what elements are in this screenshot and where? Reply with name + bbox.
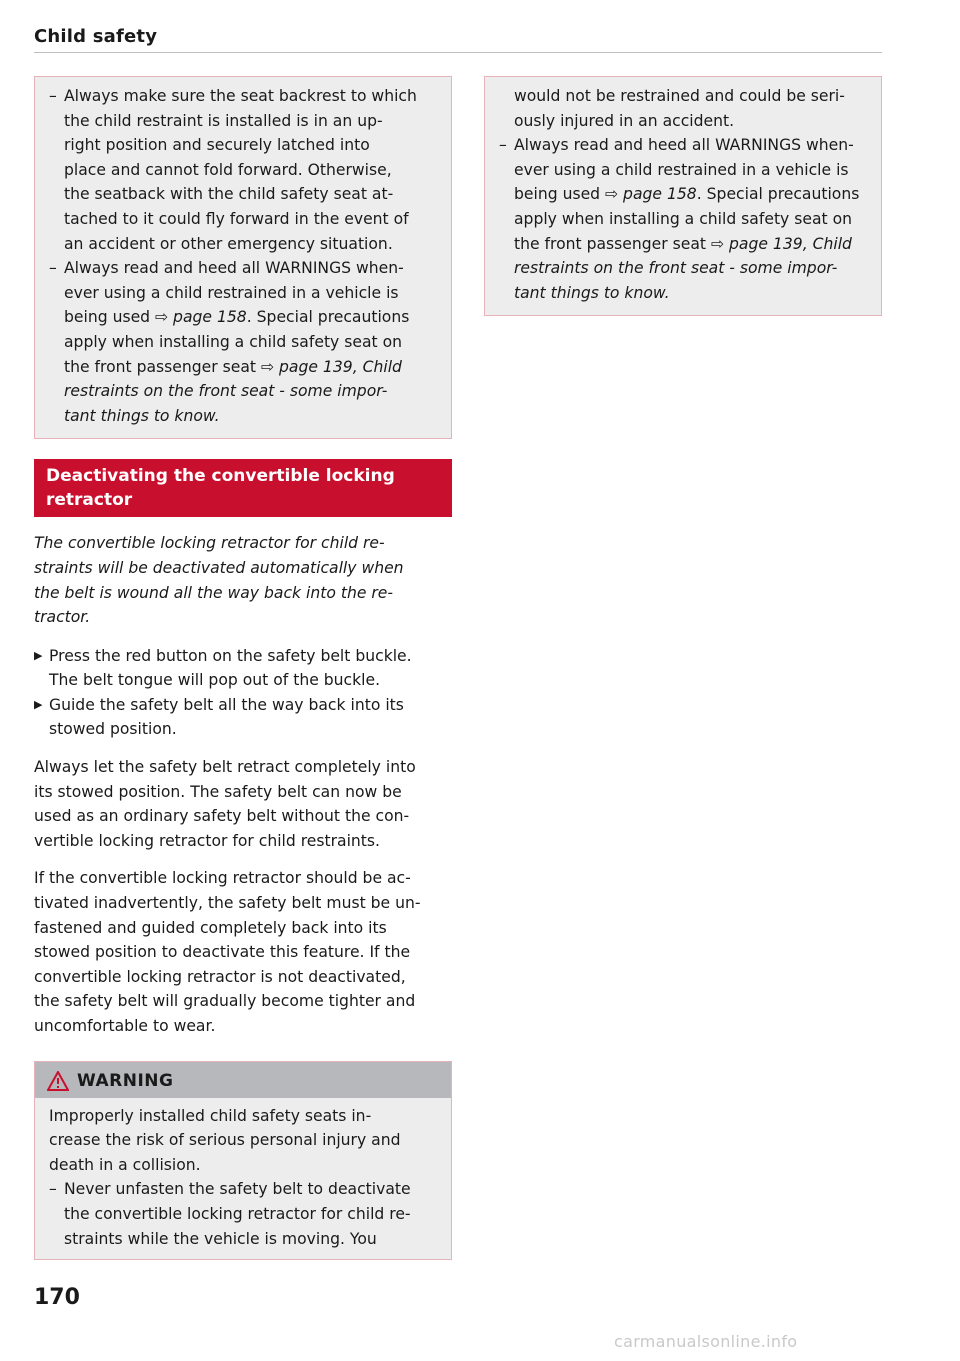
- page-reference-link[interactable]: ⇨ page 139, Child: [261, 357, 402, 376]
- page-reference-link[interactable]: ⇨ page 158: [605, 185, 697, 204]
- page-section-title: Child safety: [34, 26, 158, 47]
- list-item: – Always read and heed all WARNINGS when- ever using a child restrained in a vehicle is being used ⇨ page 158. Special precautions apply when installing a child safety seat on the front passenger seat ⇨ page 139, Child restraints on the front seat - some impor- tant things to know.: [499, 136, 860, 302]
- page-reference-link[interactable]: ⇨ page 139, Child: [711, 234, 852, 253]
- left-column: [34, 76, 452, 1260]
- instruction-steps: [34, 644, 452, 742]
- page-number: 170: [34, 1285, 80, 1310]
- list-item: – Always read and heed all WARNINGS when- ever using a child restrained in a vehicle is being used ⇨ page 158. Special precautions apply when installing a child safety seat on the front passenger seat ⇨ page 139, Child restraints on the front seat - some impor- tant things to know.: [49, 259, 410, 425]
- right-column: [484, 76, 882, 316]
- warning-continuation-box-right: [484, 76, 882, 316]
- section-heading: Deactivating the convertible locking retractor: [34, 459, 452, 517]
- warning-continuation-box-left: [34, 76, 452, 439]
- list-item: – Never unfasten the safety belt to deactivate the convertible locking retractor for child re- straints while the vehicle is moving. You: [49, 1180, 411, 1248]
- triangle-bullet-icon: ▶: [34, 648, 43, 662]
- section-intro: The convertible locking retractor for child re- straints will be deactivated automatically when the belt is wound all the way back into the re- tractor.: [34, 534, 404, 627]
- header-divider: [34, 52, 882, 53]
- body-paragraph: Always let the safety belt retract completely into its stowed position. The safety belt can now be used as an ordinary safety belt without the con- vertible locking retractor for child restraints.: [34, 758, 416, 850]
- watermark-text: carmanualsonline.info: [614, 1332, 798, 1351]
- warning-triangle-icon: [47, 1071, 69, 1091]
- list-item-continuation: would not be restrained and could be seri- ously injured in an accident.: [514, 87, 845, 130]
- triangle-bullet-icon: ▶: [34, 697, 43, 711]
- list-item: – Always make sure the seat backrest to which the child restraint is installed is in an up- right position and securely latched into place and cannot fold forward. Otherwise, the seatback with the child safety seat at- tached to it could fly forward in the event of an accident or other emergency situation.: [49, 87, 417, 253]
- list-item: ▶ Guide the safety belt all the way back into its stowed position.: [34, 693, 452, 742]
- list-item: ▶ Press the red button on the safety belt buckle. The belt tongue will pop out of the buckle.: [34, 644, 452, 693]
- page-reference-link[interactable]: ⇨ page 158: [155, 308, 247, 327]
- body-paragraph: If the convertible locking retractor should be ac- tivated inadvertently, the safety belt must be un- fastened and guided completely back into its stowed position to deactivate this feature. If the convertible locking retractor is not deactivated, the safety belt will gradually become tighter and uncomfortable to wear.: [34, 869, 421, 1035]
- warning-box: WARNING Improperly installed child safety seats in- crease the risk of serious personal injury and death in a collision. – Never unfasten the safety belt to deactivate the convertible locking retractor for child re- straints while the vehicle is moving. You: [34, 1061, 452, 1261]
- warning-header: WARNING: [35, 1062, 451, 1098]
